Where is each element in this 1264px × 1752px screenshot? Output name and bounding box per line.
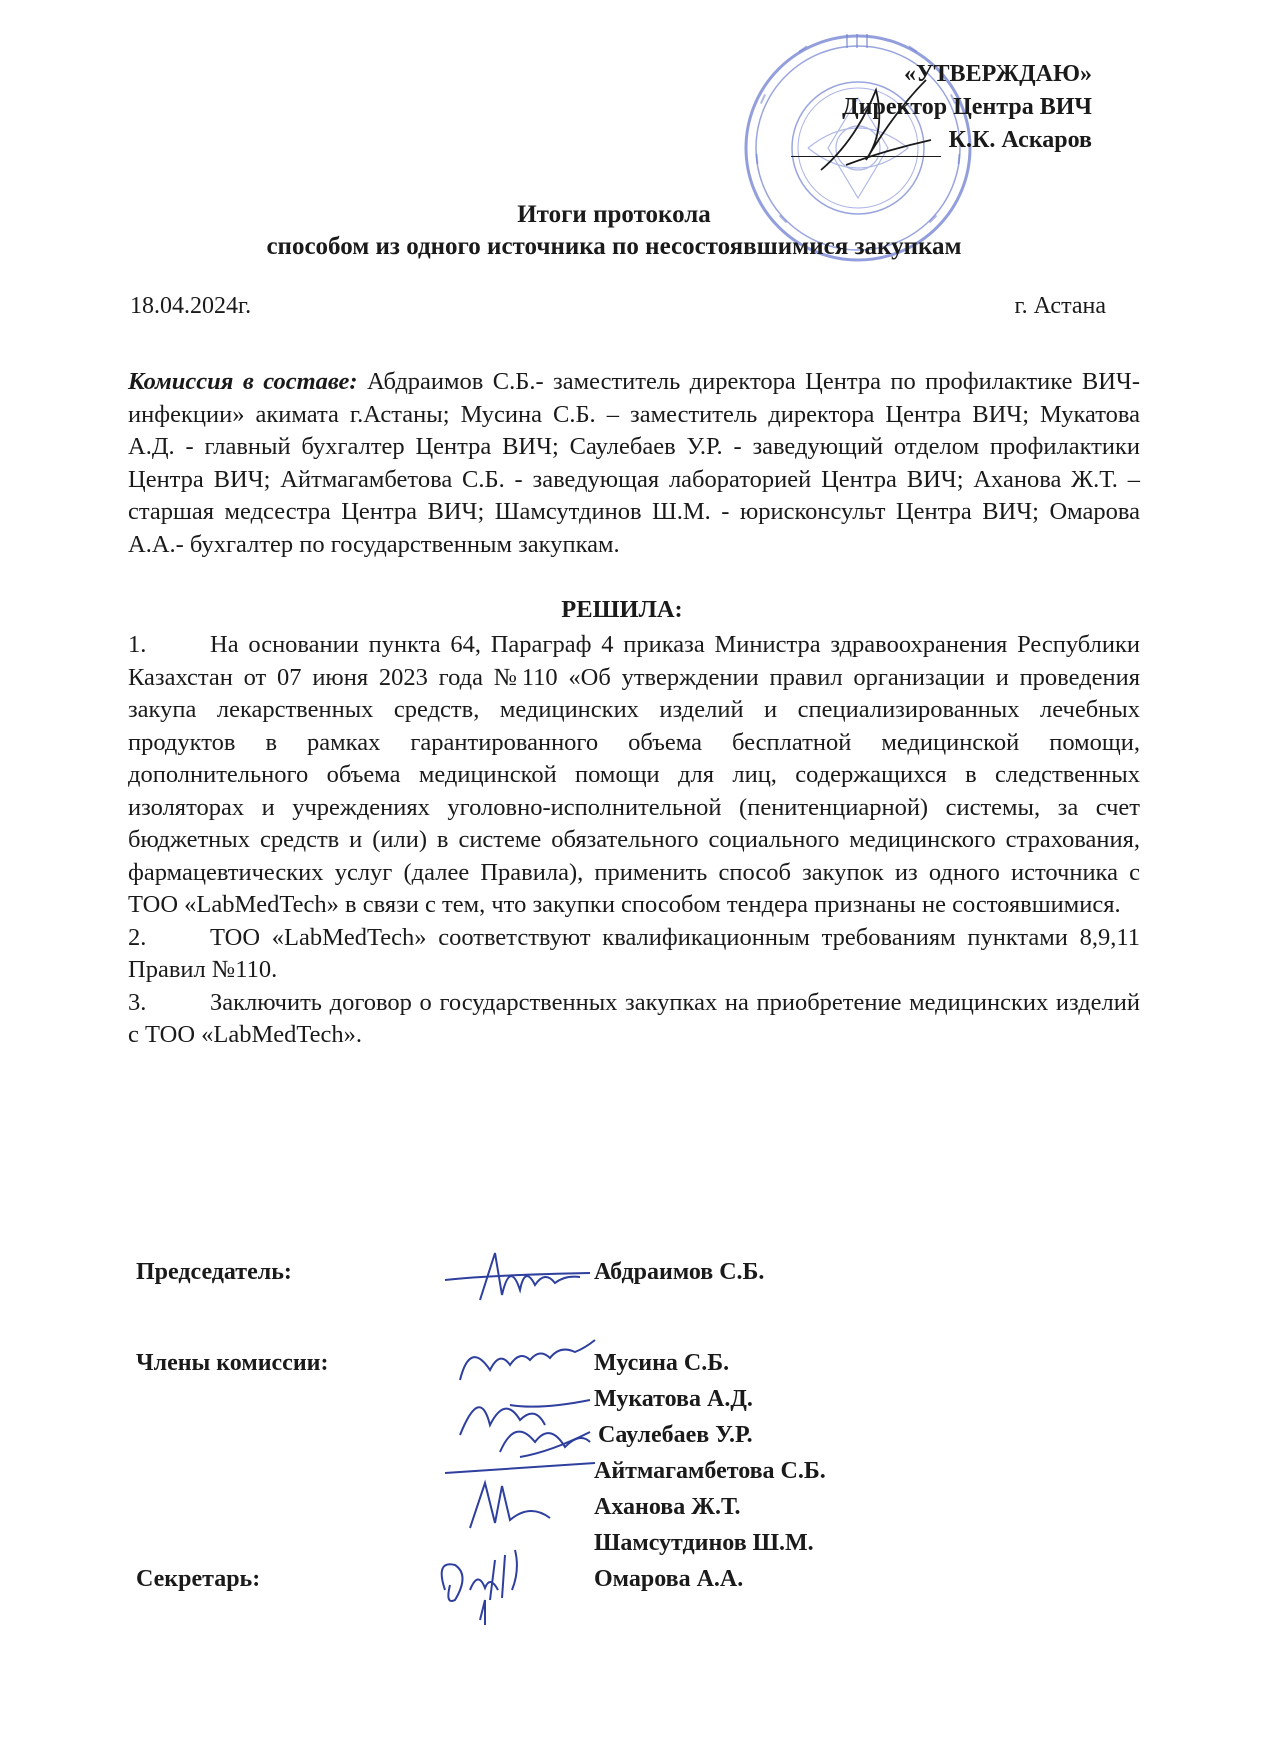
secretary-signature bbox=[430, 1530, 530, 1630]
commission-text: Абдраимов С.Б.- заместитель директора Центра по профилактике ВИЧ-инфекции» акимата г.Астаны; Мусина С.Б. – заместитель директора Центра ВИЧ; Мукатова А.Д. - главный бухгалтер Центра ВИЧ; Саулебаев У.Р. - заведующий отделом профилактики Центра ВИЧ; Айтмагамбетова С.Б. - заведующая лабораторией Центра ВИЧ; Аханова Ж.Т. – старшая медсестра Центра ВИЧ; Шамсутдинов Ш.М. - юрисконсульт Центра ВИЧ; Омарова А.А.- бухгалтер по государственным закупкам. bbox=[128, 368, 1140, 558]
item-text: ТОО «LabMedTech» соответствуют квалификационным требованиям пунктами 8,9,11 Правил №110. bbox=[128, 923, 1140, 983]
item-number: 3. bbox=[128, 988, 147, 1016]
item-text: Заключить договор о государственных закупках на приобретение медицинских изделий с ТОО «LabMedTech». bbox=[128, 988, 1140, 1048]
members-label: Члены комиссии: bbox=[136, 1350, 329, 1376]
approval-block bbox=[791, 58, 1092, 157]
secretary-name: Омарова А.А. bbox=[594, 1566, 744, 1592]
decision-item bbox=[128, 629, 1140, 922]
document-city: г. Астана bbox=[1014, 293, 1106, 319]
document-title: Итоги протокола bbox=[517, 201, 711, 228]
decision-item bbox=[128, 987, 1140, 1052]
item-number: 2. bbox=[128, 923, 147, 951]
commission-paragraph bbox=[128, 366, 1140, 561]
approval-heading: «УТВЕРЖДАЮ» bbox=[903, 61, 1092, 87]
item-number: 1. bbox=[128, 631, 147, 658]
member-name: Шамсутдинов Ш.М. bbox=[594, 1530, 814, 1556]
chairman-label: Председатель: bbox=[136, 1259, 292, 1285]
chairman-signature bbox=[440, 1245, 600, 1315]
decision-item bbox=[128, 922, 1140, 987]
decision-items bbox=[128, 629, 1140, 1052]
member-signature-4 bbox=[440, 1458, 600, 1538]
member-name: Аханова Ж.Т. bbox=[594, 1494, 741, 1520]
document-date: 18.04.2024г. bbox=[130, 293, 252, 319]
director-signature bbox=[791, 130, 941, 157]
member-name: Саулебаев У.Р. bbox=[598, 1422, 753, 1448]
item-text: На основании пункта 64, Параграф 4 приказа Министра здравоохранения Республики Казахстан от 07 июня 2023 года №110 «Об утверждении правил организации и проведения закупа лекарственных средств, медицинских изделий и специализированных лечебных продуктов в рамках гарантированного объема бесплатной медицинской помощи, дополнительного объема медицинской помощи для лиц, содержащихся в следственных изоляторах и учреждениях уголовно-исполнительной (пенитенциарной) системы, за счет бюджетных средств и (или) в системе обязательного социального медицинского страхования, фармацевтических услуг (далее Правила), применить способ закупок из одного источника с ТОО «LabMedTech» в связи с тем, что закупки способом тендера признаны не состоявшимися. bbox=[128, 631, 1140, 918]
approval-name-line bbox=[791, 124, 1092, 157]
commission-lead: Комиссия в составе: bbox=[128, 368, 358, 395]
member-name: Мусина С.Б. bbox=[594, 1350, 730, 1376]
secretary-label: Секретарь: bbox=[136, 1566, 261, 1592]
approval-name: К.К. Аскаров bbox=[948, 127, 1092, 153]
document-subtitle: способом из одного источника по несостоявшимися закупкам bbox=[266, 233, 962, 260]
member-name: Айтмагамбетова С.Б. bbox=[594, 1458, 826, 1484]
chairman-name: Абдраимов С.Б. bbox=[594, 1259, 765, 1285]
member-name: Мукатова А.Д. bbox=[594, 1386, 753, 1412]
decision-heading: РЕШИЛА: bbox=[561, 596, 683, 623]
approval-position: Директор Центра ВИЧ bbox=[842, 94, 1092, 120]
